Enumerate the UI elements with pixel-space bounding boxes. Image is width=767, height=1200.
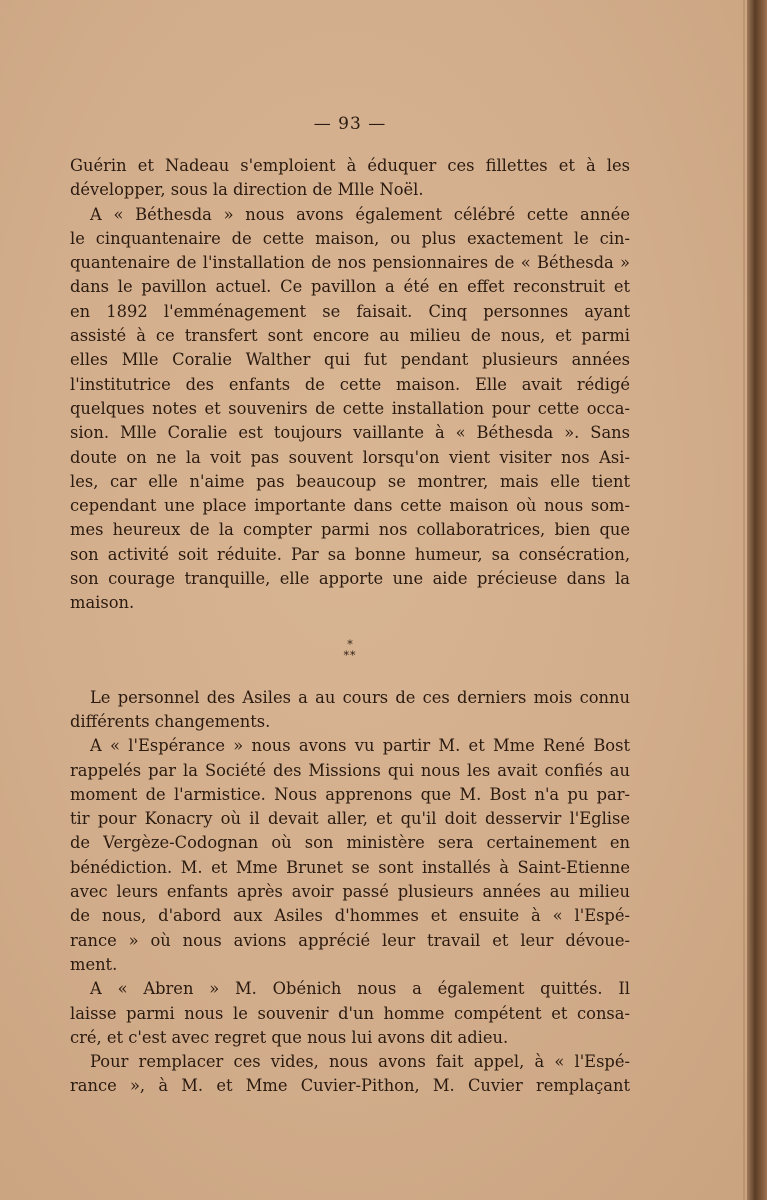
text-line: son activité soit réduite. Par sa bonne humeur, sa consécration, [70,544,630,564]
text-line: A « l'Espérance » nous avons vu partir M. et Mme René Bost [90,736,630,756]
paragraph-3 [70,686,630,735]
text-line: moment de l'armistice. Nous apprenons que M. Bost n'a pu par- [70,784,630,804]
text-line: cependant une place importante dans cette maison où nous som- [70,496,630,516]
text-line: son courage tranquille, elle apporte une aide précieuse dans la [70,569,630,589]
text-line: bénédiction. M. et Mme Brunet se sont installés à Saint-Etienne [70,857,630,877]
text-line: maison. [70,593,135,613]
paragraph-2 [70,203,630,616]
text-line: elles Mlle Coralie Walther qui fut pendant plusieurs années [70,350,630,370]
page-number: — 93 — [313,114,387,134]
text-line: les, car elle n'aime pas beaucoup se montrer, mais elle tient [70,471,630,491]
text-line: A « Abren » M. Obénich nous a également quittés. Il [90,979,630,999]
paragraph-4 [70,734,630,977]
text-line: avec leurs enfants après avoir passé plusieurs années au milieu [70,882,630,902]
text-line: Le personnel des Asiles a au cours de ces derniers mois connu [90,687,630,707]
text-line: assisté à ce transfert sont encore au milieu de nous, et parmi [70,326,630,346]
text-line: quantenaire de l'installation de nos pensionnaires de « Béthesda » [70,253,630,273]
text-line: dans le pavillon actuel. Ce pavillon a été en effet reconstruit et [70,277,630,297]
text-line: doute on ne la voit pas souvent lorsqu'on vient visiter nos Asi- [70,447,630,467]
text-line: rappelés par la Société des Missions qui nous les avait confiés au [70,760,630,780]
text-line: cré, et c'est avec regret que nous lui avons dit adieu. [70,1027,509,1047]
text-line: développer, sous la direction de Mlle Noël. [70,180,424,200]
text-line: mes heureux de la compter parmi nos collaboratrices, bien que [70,520,630,540]
page-text [70,112,630,1099]
text-line: de nous, d'abord aux Asiles d'hommes et ensuite à « l'Espé- [70,906,630,926]
text-line: différents changements. [70,711,271,731]
text-line: Pour remplacer ces vides, nous avons fait appel, à « l'Espé- [90,1052,630,1072]
paragraph-1 [70,154,630,203]
text-line: le cinquantenaire de cette maison, ou plus exactement le cin- [70,228,630,248]
text-line: sion. Mlle Coralie est toujours vaillante à « Béthesda ». Sans [70,423,630,443]
text-line: tir pour Konacry où il devait aller, et qu'il doit desservir l'Eglise [70,809,630,829]
text-line: de Vergèze-Codognan où son ministère sera certainement en [70,833,630,853]
page-edge [743,0,745,1200]
paragraph-5 [70,977,630,1050]
text-line: Guérin et Nadeau s'emploient à éduquer ces fillettes et à les [70,156,630,175]
text-line: l'institutrice des enfants de cette maison. Elle avait rédigé [70,374,630,394]
text-line: en 1892 l'emménagement se faisait. Cinq personnes ayant [70,301,630,321]
section-separator [70,622,630,682]
asterism-top: * [347,637,353,651]
asterism-bottom: ** [343,648,357,662]
text-line: rance », à M. et Mme Cuvier-Pithon, M. Cuvier remplaçant [70,1076,630,1096]
text-line: A « Béthesda » nous avons également célébré cette année [90,204,630,224]
text-line: ment. [70,954,118,974]
paragraph-6 [70,1050,630,1099]
text-line: rance » où nous avions apprécié leur travail et leur dévoue- [70,930,630,950]
book-spine [747,0,767,1200]
text-line: laisse parmi nous le souvenir d'un homme compétent et consa- [70,1003,630,1023]
text-line: quelques notes et souvenirs de cette installation pour cette occa- [70,398,630,418]
